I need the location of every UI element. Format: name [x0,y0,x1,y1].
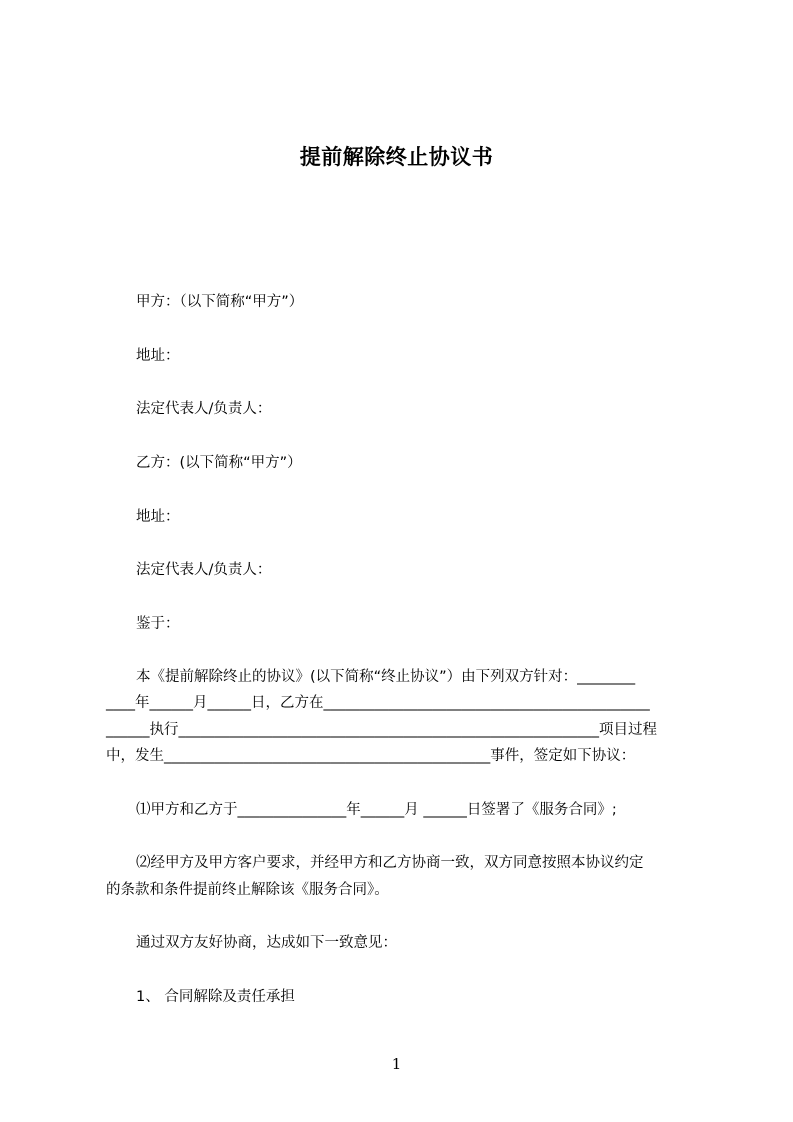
consensus-statement: 通过双方友好协商，达成如下一致意见： [136,935,397,951]
document-title: 提前解除终止协议书 [299,145,494,169]
section-1-heading: 1、 合同解除及责任承担 [136,989,295,1005]
party-a-representative: 法定代表人/负责人： [136,401,272,417]
party-b-label: 乙方：(以下简称“甲方”） [136,455,302,471]
intro-paragraph-line-3: ______执行__________________________________________________________项目过程 [106,722,657,738]
intro-paragraph-line-4: 中，发生_____________________________________________事件，签定如下协议： [106,748,636,764]
party-a-address: 地址： [136,348,180,364]
clause-1: ⑴甲方和乙方于_______________年______月 ______日签署了《服务合同》; [136,802,617,818]
whereas-label: 鉴于： [136,616,180,632]
clause-2-line-2: 的条款和条件提前终止解除该《服务合同》。 [106,882,389,898]
intro-paragraph-line-2: ____年______月______日，乙方在_____________________________________________ [106,695,650,711]
party-b-representative: 法定代表人/负责人： [136,562,272,578]
page-number: 1 [391,1055,402,1073]
party-a-label: 甲方：（以下简称“甲方”） [136,294,304,310]
party-b-address: 地址： [136,509,180,525]
intro-paragraph-line-1: 本《提前解除终止的协议》(以下简称“终止协议”）由下列双方针对：________ [136,669,636,685]
clause-2-line-1: ⑵经甲方及甲方客户要求，并经甲方和乙方协商一致，双方同意按照本协议约定 [136,855,644,871]
